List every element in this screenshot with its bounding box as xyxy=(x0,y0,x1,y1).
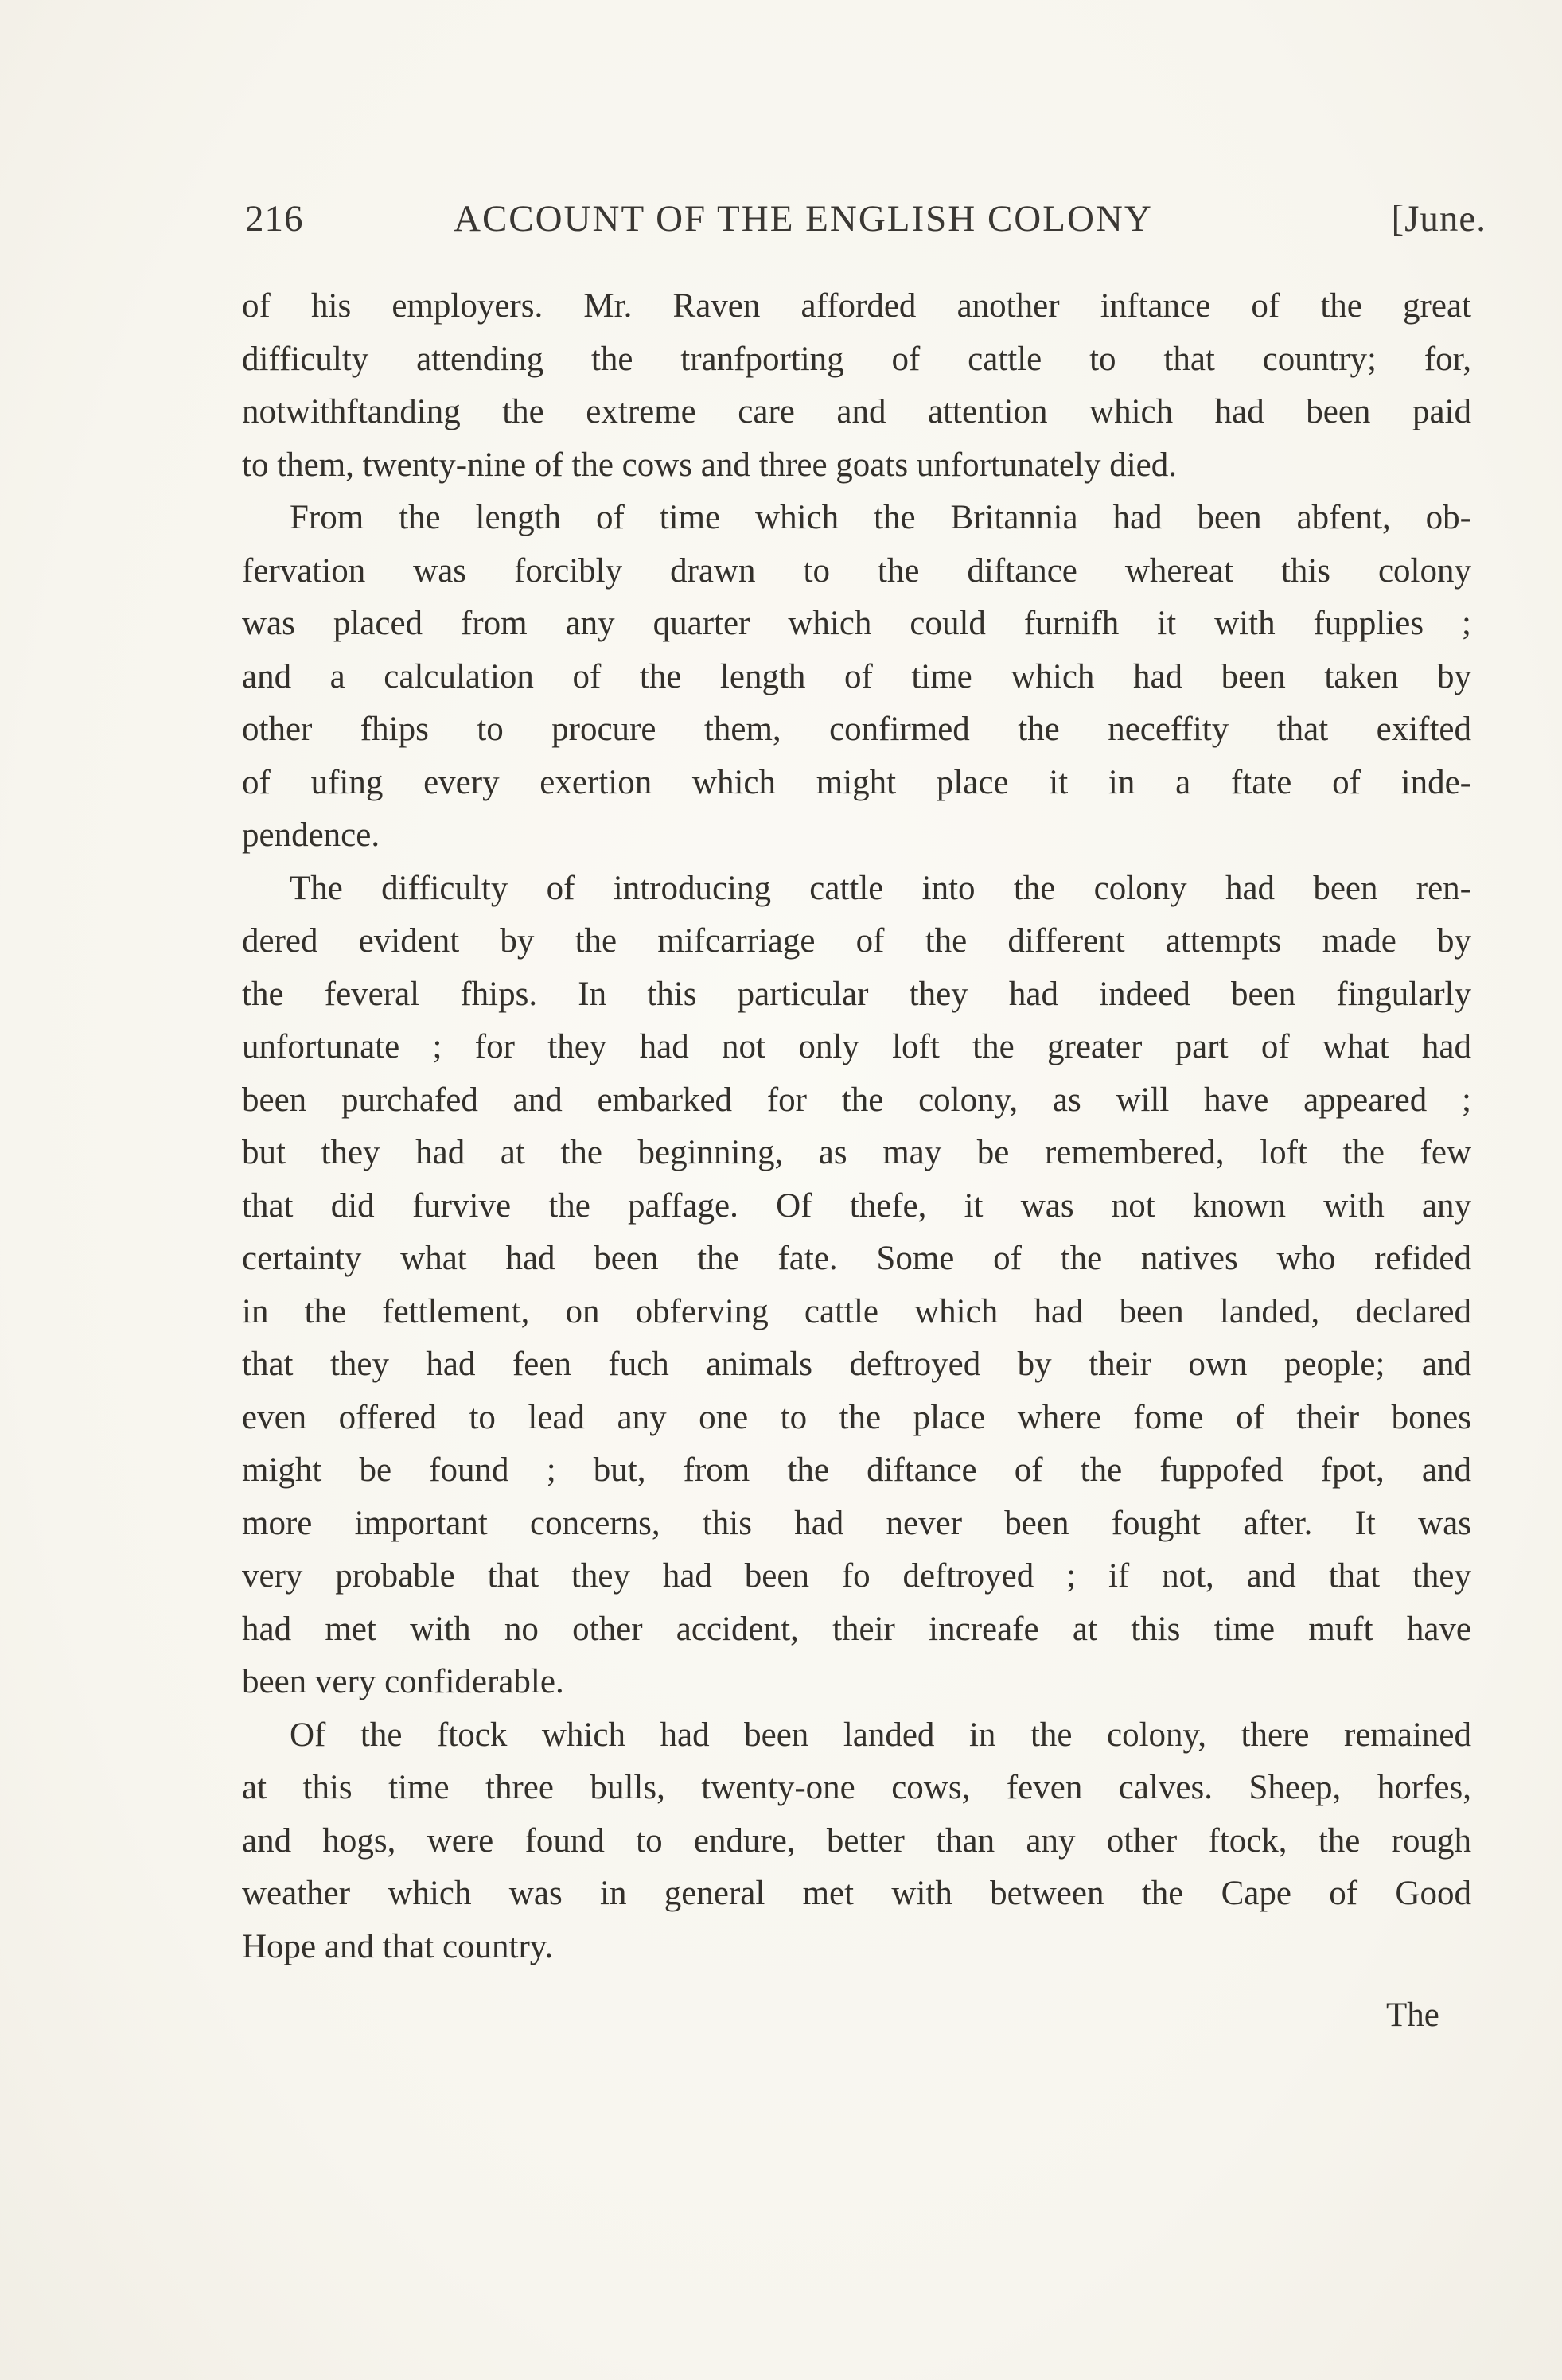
text-line: been very confiderable. xyxy=(242,1663,564,1700)
text-line: Hope and that country. xyxy=(242,1927,554,1965)
text-line: very probable that they had been fo deftroyed ; if not, and that they xyxy=(242,1557,1471,1595)
text-line: dered evident by the mifcarriage of the different attempts made by xyxy=(242,922,1471,960)
text-line: fervation was forcibly drawn to the diftance whereat this colony xyxy=(242,551,1471,590)
text-line: unfortunate ; for they had not only loft the greater part of what had xyxy=(242,1028,1471,1065)
text-line: and a calculation of the length of time which had been taken by xyxy=(242,657,1471,695)
text-line: at this time three bulls, twenty-one cows, feven calves. Sheep, horfes, xyxy=(242,1769,1471,1806)
running-title: ACCOUNT OF THE ENGLISH COLONY xyxy=(454,198,1153,240)
text-line: but they had at the beginning, as may be remembered, loft the few xyxy=(242,1134,1471,1171)
text-line: had met with no other accident, their increafe at this time muft have xyxy=(242,1610,1471,1648)
text-line: was placed from any quarter which could furnifh it with fupplies ; xyxy=(242,605,1471,642)
text-line: that did furvive the paffage. Of thefe, it was not known with any xyxy=(242,1186,1471,1225)
page-number: 216 xyxy=(245,198,304,240)
text-line: the feveral fhips. In this particular they had indeed been fingularly xyxy=(242,975,1471,1013)
text-line: of his employers. Mr. Raven afforded another inftance of the great xyxy=(242,287,1471,325)
text-line: The difficulty of introducing cattle into the colony had been ren- xyxy=(290,869,1471,907)
text-line: difficulty attending the tranfporting of cattle to that country; for, xyxy=(242,340,1471,378)
text-line: in the fettlement, on obferving cattle which had been landed, declared xyxy=(242,1292,1471,1330)
text-line: that they had feen fuch animals deftroyed by their own people; and xyxy=(242,1346,1471,1383)
text-line: Of the ftock which had been landed in the colony, there remained xyxy=(290,1716,1471,1754)
text-line: and hogs, were found to endure, better than any other ftock, the rough xyxy=(242,1821,1471,1860)
catchword: The xyxy=(1386,1996,1439,2034)
text-line: certainty what had been the fate. Some of the natives who refided xyxy=(242,1240,1471,1277)
text-line: From the length of time which the Britannia had been abfent, ob- xyxy=(290,499,1471,536)
text-line: notwithftanding the extreme care and attention which had been paid xyxy=(242,393,1471,430)
text-line: of ufing every exertion which might place it in a ftate of inde- xyxy=(242,763,1471,801)
text-line: might be found ; but, from the diftance of the fuppofed fpot, and xyxy=(242,1451,1471,1489)
text-line: weather which was in general met with between the Cape of Good xyxy=(242,1875,1471,1912)
running-head xyxy=(245,197,1486,253)
text-line: been purchafed and embarked for the colony, as will have appeared ; xyxy=(242,1081,1471,1119)
text-line: more important concerns, this had never been fought after. It was xyxy=(242,1504,1471,1542)
text-line: even offered to lead any one to the place where fome of their bones xyxy=(242,1398,1471,1436)
body-text xyxy=(242,280,1471,1973)
text-line: to them, twenty-nine of the cows and three goats unfortunately died. xyxy=(242,446,1178,484)
text-line: other fhips to procure them, confirmed the neceffity that exifted xyxy=(242,711,1471,748)
section-month: [June. xyxy=(1391,198,1486,240)
text-line: pendence. xyxy=(242,816,380,854)
